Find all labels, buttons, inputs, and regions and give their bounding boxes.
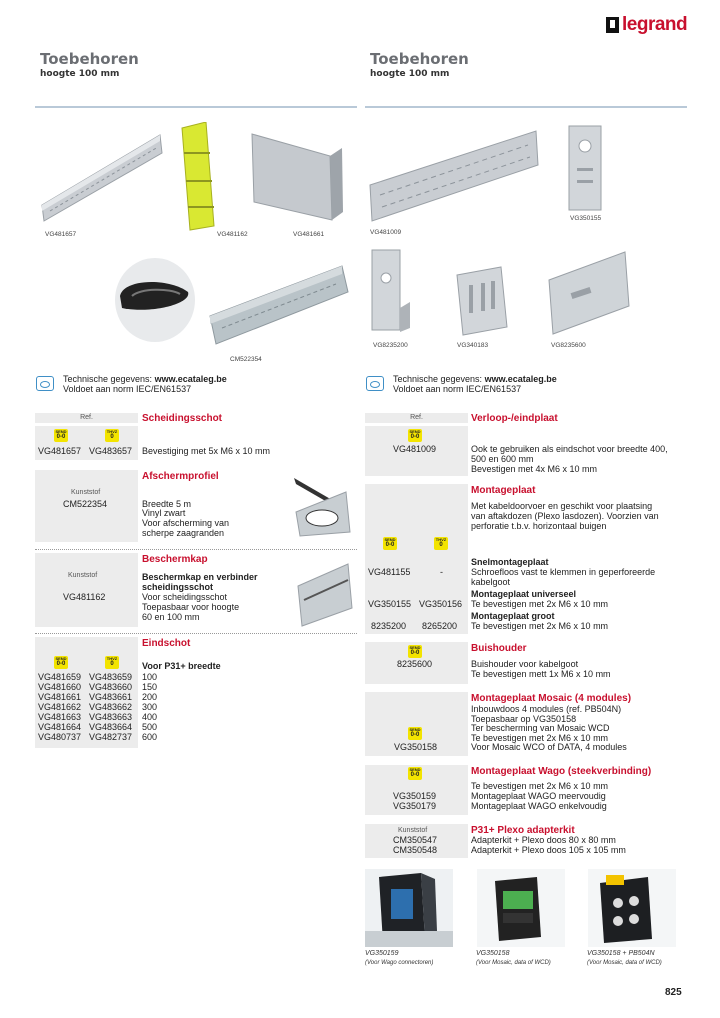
right-technical-data-icon bbox=[366, 376, 384, 391]
photo-note-3: (Voor Mosaic, data of WCD) bbox=[587, 960, 662, 966]
montageplaat-universeel-ref-b: VG350156 bbox=[419, 599, 463, 609]
wago-title: Montageplaat Wago (steekverbinding) bbox=[471, 766, 652, 777]
eindschot-width-6: 500 bbox=[142, 722, 158, 732]
beschermkap-line-1: Voor scheidingsschot bbox=[142, 592, 228, 602]
afschermprofiel-line-1: Breedte 5 m bbox=[142, 499, 192, 509]
plexo-ref-2: CM350548 bbox=[393, 845, 438, 855]
scheidingsschot-image bbox=[40, 125, 165, 225]
montageplaat-groot-title: Montageplaat groot bbox=[471, 611, 555, 621]
plexo-material: Kunststof bbox=[398, 827, 428, 834]
left-separator-2 bbox=[35, 633, 357, 634]
send-badge-icon: SEND 0-0 bbox=[55, 656, 67, 667]
photo-note-2: (Voor Mosaic, data of WCD) bbox=[476, 960, 551, 966]
buishouder-line-2: Te bevestigen mett 1x M6 x 10 mm bbox=[471, 669, 611, 679]
eindschot-ref-a-2: VG481660 bbox=[38, 682, 82, 692]
eindschot-ref-b-1: VG483659 bbox=[89, 672, 133, 682]
eindschot-width-4: 300 bbox=[142, 702, 158, 712]
eindschot-title: Eindschot bbox=[142, 638, 191, 649]
mosaic-box-photo bbox=[588, 869, 676, 947]
right-caption-3: VG8235200 bbox=[373, 342, 408, 349]
beschermkap-line-2: Toepasbaar voor hoogte bbox=[142, 602, 240, 612]
thvz-badge-icon: THVZ 0 bbox=[106, 429, 118, 440]
eindschot-ref-b-6: VG483664 bbox=[89, 722, 133, 732]
eindschot-ref-a-5: VG481663 bbox=[38, 712, 82, 722]
photo-caption-1: VG350159 bbox=[365, 950, 399, 957]
montageplaat-line-1: Met kabeldoorvoer en geschikt voor plaatsing bbox=[471, 501, 653, 511]
verloop-line-3: Bevestigen met 4x M6 x 10 mm bbox=[471, 464, 598, 474]
eindschot-ref-b-4: VG483662 bbox=[89, 702, 133, 712]
left-ref-header: Ref. bbox=[35, 413, 138, 423]
montageplaat-universeel-ref-a: VG350155 bbox=[368, 599, 412, 609]
mosaic-line-1: Inbouwdoos 4 modules (ref. PB504N) bbox=[471, 704, 622, 714]
eindschot-ref-b-2: VG483660 bbox=[89, 682, 133, 692]
legrand-logo-mark-icon bbox=[606, 17, 619, 33]
buishouder-image bbox=[547, 250, 632, 340]
buishouder-ref: 8235600 bbox=[397, 659, 433, 669]
beschermkap-line-3: 60 en 100 mm bbox=[142, 612, 200, 622]
photo-caption-3: VG350158 + PB504N bbox=[587, 950, 655, 957]
right-ref-header: Ref. bbox=[365, 413, 468, 423]
snelmontageplaat-line-2: kabelgoot bbox=[471, 577, 511, 587]
plexo-line-1: Adapterkit + Plexo doos 80 x 80 mm bbox=[471, 835, 616, 845]
right-section-title: Toebehoren bbox=[370, 50, 469, 68]
montageplaat-groot-line: Te bevestigen met 2x M6 x 10 mm bbox=[471, 621, 609, 631]
plexo-line-2: Adapterkit + Plexo doos 105 x 105 mm bbox=[471, 845, 626, 855]
eindschot-ref-a-4: VG481662 bbox=[38, 702, 82, 712]
left-caption-3: VG481661 bbox=[293, 231, 325, 238]
right-caption-2: VG350155 bbox=[570, 215, 602, 222]
eindschot-width-1: 100 bbox=[142, 672, 158, 682]
montageplaat-universeel-line: Te bevestigen met 2x M6 x 10 mm bbox=[471, 599, 609, 609]
afschermprofiel-ref: CM522354 bbox=[63, 499, 108, 509]
montageplaat-universeel-image bbox=[565, 124, 605, 214]
eindschot-heading: Voor P31+ breedte bbox=[142, 661, 221, 671]
eindschot-ref-a-6: VG481664 bbox=[38, 722, 82, 732]
eindschot-width-5: 400 bbox=[142, 712, 158, 722]
beschermkap-bold-1: Beschermkap en verbinder bbox=[142, 572, 258, 582]
thvz-badge-icon: THVZ 0 bbox=[106, 656, 118, 667]
left-tech-norm: Voldoet aan norm IEC/EN61537 bbox=[63, 384, 192, 394]
left-header-rule bbox=[35, 106, 357, 108]
afschermprofiel-material: Kunststof bbox=[71, 489, 101, 496]
buishouder-line-1: Buishouder voor kabelgoot bbox=[471, 659, 579, 669]
mosaic-line-5: Voor Mosaic WCO of DATA, 4 modules bbox=[471, 742, 627, 752]
right-caption-5: VG8235600 bbox=[551, 342, 586, 349]
eindschot-ref-b-3: VG483661 bbox=[89, 692, 133, 702]
scheidingsschot-ref-a: VG481657 bbox=[38, 446, 82, 456]
photo-caption-2: VG350158 bbox=[476, 950, 510, 957]
montageplaat-groot-image bbox=[368, 248, 413, 338]
montageplaat-line-2: van aftakdozen (Plexo lasdozen). Voorzien van bbox=[471, 511, 659, 521]
eindschot-ref-a-1: VG481659 bbox=[38, 672, 82, 682]
beschermkap-title: Beschermkap bbox=[142, 554, 208, 565]
montageplaat-universeel-title: Montageplaat universeel bbox=[471, 589, 577, 599]
beschermkap-bold-2: scheidingsschot bbox=[142, 582, 214, 592]
montageplaat-refbox bbox=[365, 484, 468, 634]
wago-ref-2: VG350179 bbox=[393, 801, 437, 811]
wago-ref-1: VG350159 bbox=[393, 791, 437, 801]
afschermprofiel-image bbox=[110, 252, 350, 352]
send-badge-icon: SEND 0-0 bbox=[409, 645, 421, 656]
snelmontageplaat-line-1: Schroefloos vast te klemmen in geperforeerde bbox=[471, 567, 656, 577]
plexo-ref-1: CM350547 bbox=[393, 835, 438, 845]
page-number: 825 bbox=[665, 987, 682, 998]
beschermkap-material: Kunststof bbox=[68, 572, 98, 579]
eindschot-ref-b-7: VG482737 bbox=[89, 732, 133, 742]
snelmontageplaat-title: Snelmontageplaat bbox=[471, 557, 549, 567]
verloop-line-1: Ook te gebruiken als eindschot voor breedte 400, bbox=[471, 444, 668, 454]
beschermkap-image bbox=[180, 122, 216, 232]
plexo-title: P31+ Plexo adapterkit bbox=[471, 825, 575, 836]
mosaic-line-2: Toepasbaar op VG350158 bbox=[471, 714, 577, 724]
afschermprofiel-line-4: scherpe zaagranden bbox=[142, 528, 225, 538]
right-section-subtitle: hoogte 100 mm bbox=[370, 69, 450, 79]
montageplaat-groot-ref-b: 8265200 bbox=[422, 621, 458, 631]
left-section-subtitle: hoogte 100 mm bbox=[40, 69, 120, 79]
beschermkap-refbox bbox=[35, 553, 138, 627]
mosaic-title: Montageplaat Mosaic (4 modules) bbox=[471, 693, 632, 704]
thvz-badge-icon: THVZ 0 bbox=[435, 537, 447, 548]
right-header-rule bbox=[365, 106, 687, 108]
left-technical-data-icon bbox=[36, 376, 54, 391]
right-caption-4: VG340183 bbox=[457, 342, 489, 349]
eindschot-ref-a-7: VG480737 bbox=[38, 732, 82, 742]
left-technical-data bbox=[63, 374, 227, 394]
afschermprofiel-line-3: Voor afscherming van bbox=[142, 518, 230, 528]
mosaic-ref: VG350158 bbox=[394, 742, 438, 752]
left-caption-2: VG481162 bbox=[217, 231, 248, 238]
snelmontageplaat-image bbox=[455, 265, 510, 337]
eindschot-width-7: 600 bbox=[142, 732, 158, 742]
send-badge-icon: SEND 0-0 bbox=[409, 727, 421, 738]
left-tech-prefix: Technische gegevens: bbox=[63, 374, 155, 384]
scheidingsschot-desc: Bevestiging met 5x M6 x 10 mm bbox=[142, 446, 271, 456]
eindschot-width-2: 150 bbox=[142, 682, 158, 692]
scheidingsschot-ref-b: VG483657 bbox=[89, 446, 133, 456]
scheidingsschot-title: Scheidingsschot bbox=[142, 413, 223, 424]
legrand-logo bbox=[606, 14, 687, 36]
mosaic-line-4: Te bevestigen met 2x M6 x 10 mm bbox=[471, 733, 609, 743]
eindschot-image bbox=[250, 128, 345, 223]
beschermkap-detail-image bbox=[294, 560, 356, 630]
afschermprofiel-detail-image bbox=[292, 472, 354, 538]
legrand-logo-text: legrand bbox=[622, 14, 688, 35]
eindschot-width-3: 200 bbox=[142, 692, 158, 702]
wago-line-2: Montageplaat WAGO meervoudig bbox=[471, 791, 606, 801]
montageplaat-title: Montageplaat bbox=[471, 485, 536, 496]
right-tech-prefix: Technische gegevens: bbox=[393, 374, 485, 384]
afschermprofiel-title: Afschermprofiel bbox=[142, 471, 219, 482]
snelmontageplaat-ref-a: VG481155 bbox=[368, 567, 411, 577]
eindschot-ref-a-3: VG481661 bbox=[38, 692, 82, 702]
montageplaat-line-3: perforatie t.b.v. horizontaal buigen bbox=[471, 521, 607, 531]
verloop-line-2: 500 en 600 mm bbox=[471, 454, 534, 464]
wago-plate-photo bbox=[365, 869, 453, 947]
photo-note-1: (Voor Wago connectoren) bbox=[365, 960, 434, 966]
verloop-title: Verloop-/eindplaat bbox=[471, 413, 558, 424]
send-badge-icon: SEND 0-0 bbox=[409, 429, 421, 440]
beschermkap-ref: VG481162 bbox=[63, 592, 106, 602]
right-caption-1: VG481009 bbox=[370, 229, 402, 236]
left-separator-1 bbox=[35, 549, 357, 550]
afschermprofiel-line-2: Vinyl zwart bbox=[142, 508, 186, 518]
verloop-ref: VG481009 bbox=[393, 444, 437, 454]
buishouder-title: Buishouder bbox=[471, 643, 527, 654]
send-badge-icon: SEND 0-0 bbox=[55, 429, 67, 440]
snelmontageplaat-ref-b: - bbox=[440, 567, 443, 577]
left-tech-link[interactable]: www.ecataleg.be bbox=[154, 374, 227, 384]
montageplaat-groot-ref-a: 8235200 bbox=[371, 621, 407, 631]
mosaic-line-3: Ter bescherming van Mosaic WCD bbox=[471, 723, 610, 733]
send-badge-icon: SEND 0-0 bbox=[409, 767, 421, 778]
right-tech-link[interactable]: www.ecataleg.be bbox=[484, 374, 557, 384]
right-tech-norm: Voldoet aan norm IEC/EN61537 bbox=[393, 384, 522, 394]
left-caption-1: VG481657 bbox=[45, 231, 77, 238]
right-technical-data bbox=[393, 374, 557, 394]
left-section-title: Toebehoren bbox=[40, 50, 139, 68]
left-caption-4: CM522354 bbox=[230, 356, 262, 363]
wago-line-3: Montageplaat WAGO enkelvoudig bbox=[471, 801, 607, 811]
verloop-eindplaat-image bbox=[368, 125, 543, 230]
eindschot-ref-b-5: VG483663 bbox=[89, 712, 133, 722]
mosaic-plate-photo bbox=[477, 869, 565, 947]
send-badge-icon: SEND 0-0 bbox=[384, 537, 396, 548]
wago-line-1: Te bevestigen met 2x M6 x 10 mm bbox=[471, 781, 609, 791]
